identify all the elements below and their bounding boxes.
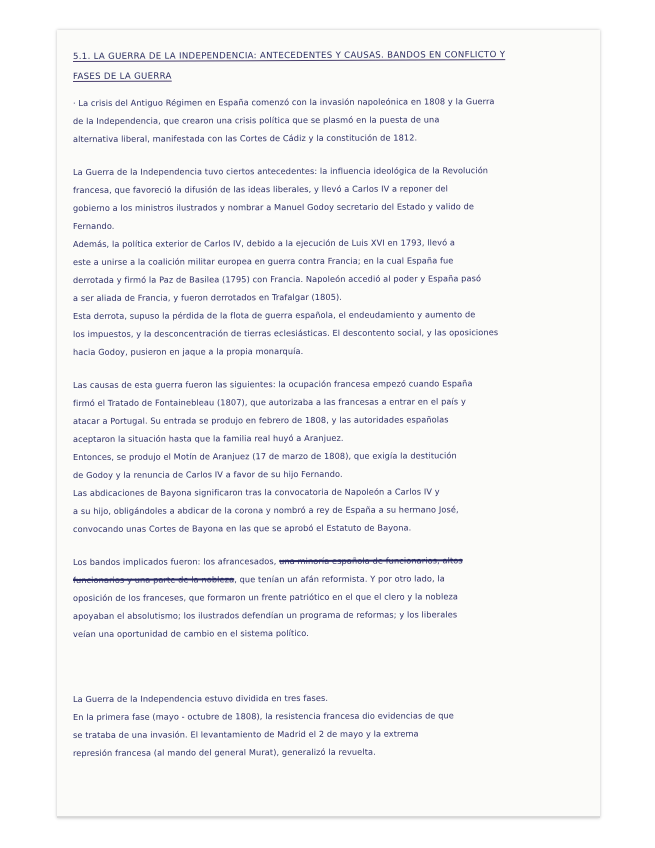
heading-line-1: 5.1. LA GUERRA DE LA INDEPENDENCIA: ANTECEDENTES Y CAUSAS. BANDOS EN CONFLICTO Y xyxy=(72,50,506,62)
paragraph-3-line-8: a su hijo, obligándoles a abdicar de la corona y nombró a rey de España a su hermano José, xyxy=(72,504,459,516)
paragraph-4-text-continued: , que tenían un afán reformista. Y por otro lado, la xyxy=(234,573,445,585)
paragraph-3-line-5: Entonces, se produjo el Motín de Aranjuez (17 de marzo de 1808), que exigía la destitución xyxy=(72,450,457,462)
paragraph-5-line-2: En la primera fase (mayo - octubre de 1808), la resistencia francesa dio evidencias de que xyxy=(72,710,454,722)
paragraph-3-line-2: firmó el Tratado de Fontainebleau (1807), que autorizaba a las francesas a entrar en el país y xyxy=(72,396,466,408)
paragraph-5-line-1: La Guerra de la Independencia estuvo dividida en tres fases. xyxy=(72,692,329,704)
paragraph-2-line-11: hacia Godoy, pusieron en jaque a la propia monarquía. xyxy=(72,345,304,357)
paragraph-2-line-7: derrotada y firmó la Paz de Basilea (1795) con Francia. Napoleón accedió al poder y España pasó xyxy=(72,273,482,285)
paragraph-4-line-3: oposición de los franceses, que formaron un frente patriótico en el que el clero y la nobleza xyxy=(72,591,458,603)
paragraph-1-line-1: · La crisis del Antiguo Régimen en España comenzó con la invasión napoleónica en 1808 y la Guerra xyxy=(72,96,495,108)
paragraph-1-line-3: alternativa liberal, manifestada con las Cortes de Cádiz y la constitución de 1812. xyxy=(72,132,418,144)
paragraph-4-line-1 xyxy=(73,555,588,568)
paragraph-3-line-4: aceptaron la situación hasta que la familia real huyó a Aranjuez. xyxy=(72,432,344,444)
paragraph-3-line-7: Las abdicaciones de Bayona significaron tras la convocatoria de Napoleón a Carlos IV y xyxy=(72,486,440,498)
crossed-out-text-2: funcionarios y una parte de la nobleza xyxy=(72,574,235,585)
paragraph-2-line-2: francesa, que favoreció la difusión de las ideas liberales, y llevó a Carlos IV a reponer del xyxy=(72,183,449,195)
paragraph-2-line-6: este a unirse a la coalición militar europea en guerra contra Francia; en la cual España fue xyxy=(72,255,454,267)
handwritten-notes-page xyxy=(57,30,600,818)
paragraph-3-line-1: Las causas de esta guerra fueron las siguientes: la ocupación francesa empezó cuando España xyxy=(72,378,473,390)
paragraph-2-line-9: Esta derrota, supuso la pérdida de la flota de guerra española, el endeudamiento y aumento de xyxy=(72,309,476,321)
paragraph-4-line-5: veían una oportunidad de cambio en el sistema político. xyxy=(72,627,309,639)
paragraph-3-line-9: convocando unas Cortes de Bayona en las que se aprobó el Estatuto de Bayona. xyxy=(72,522,412,534)
paragraph-5-line-4: represión francesa (al mando del general Murat), generalizó la revuelta. xyxy=(72,746,376,758)
paragraph-3-line-3: atacar a Portugal. Su entrada se produjo en febrero de 1808, y las autoridades españolas xyxy=(72,414,449,426)
paragraph-2-line-4: Fernando. xyxy=(72,220,115,231)
paragraph-2-line-10: los impuestos, y la desconcentración de tierras eclesiásticas. El descontento social, y las oposiciones xyxy=(72,327,499,339)
paragraph-4-text-start: Los bandos implicados fueron: los afrancesados, xyxy=(72,556,280,567)
paragraph-4-line-2 xyxy=(73,573,588,586)
paragraph-5-line-3: se trataba de una invasión. El levantamiento de Madrid el 2 de mayo y la extrema xyxy=(72,728,419,740)
paragraph-3-line-6: de Godoy y la renuncia de Carlos IV a favor de su hijo Fernando. xyxy=(72,468,343,480)
paragraph-2-line-8: a ser aliada de Francia, y fueron derrotados en Trafalgar (1805). xyxy=(72,291,343,303)
paragraph-2-line-1: La Guerra de la Independencia tuvo ciertos antecedentes: la influencia ideológica de la Revolución xyxy=(72,165,489,177)
paragraph-4-line-4: apoyaban el absolutismo; los ilustrados defendían un programa de reformas; y los liberales xyxy=(72,609,458,621)
heading-line-2: FASES DE LA GUERRA xyxy=(72,71,172,82)
paragraph-1-line-2: de la Independencia, que crearon una crisis política que se plasmó en la puesta de una xyxy=(72,114,440,126)
paragraph-2-line-3: gobierno a los ministros ilustrados y nombrar a Manuel Godoy secretario del Estado y valido de xyxy=(72,201,475,213)
crossed-out-text-1: una minoría española de funcionarios, altos xyxy=(279,555,463,567)
paragraph-2-line-5: Además, la política exterior de Carlos IV, debido a la ejecución de Luis XVI en 1793, llevó a xyxy=(72,237,456,249)
